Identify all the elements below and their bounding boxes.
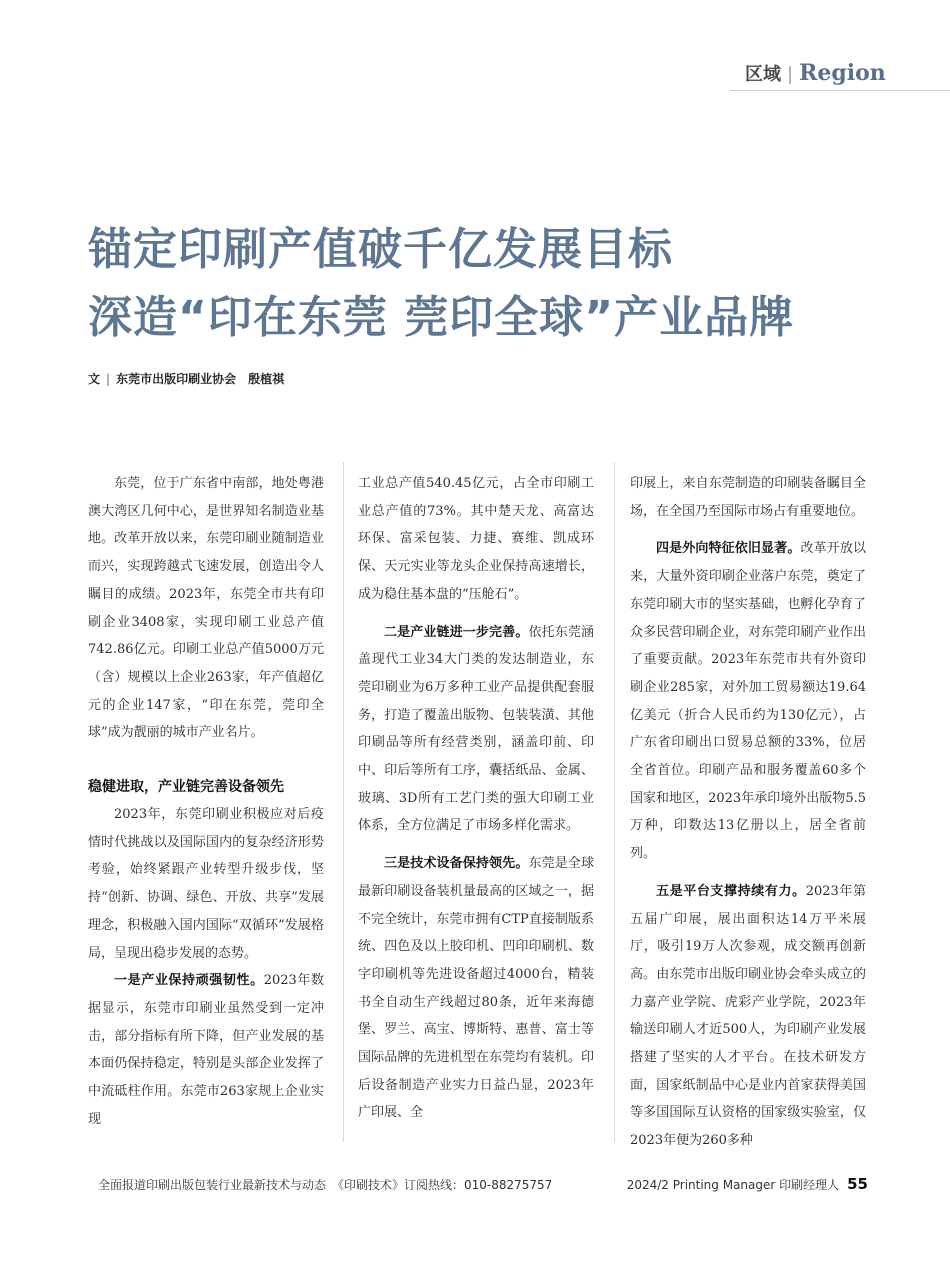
- header-rule: [730, 90, 950, 91]
- page-footer: [98, 1175, 868, 1193]
- point-4-text: 改革开放以来，大量外资印刷企业落户东莞，奠定了东莞印刷大市的坚实基础，也孵化孕育了众多民营印刷企业，对东莞印刷产业作出了重要贡献。2023年东莞市共有外资印刷企业285家，对外加工贸易额达19.64亿美元（折合人民币约为130亿元），占广东省印刷出口贸易总额的33%，位居全省首位。印刷产品和服务覆盖60多个国家和地区，2023年承印境外出版物5.5万种，印数达13亿册以上，居全省前列。: [630, 541, 866, 862]
- point-2-lead: 二是产业链进一步完善。: [384, 624, 529, 640]
- column-divider-2: [614, 462, 615, 1142]
- footer-subscription: 全面报道印刷出版包装行业最新技术与动态 《印刷技术》订阅热线：010-88275757: [98, 1178, 553, 1192]
- point-4-lead: 四是外向特征依旧显著。: [656, 541, 801, 557]
- title-line-1: 锚定印刷产值破千亿发展目标: [88, 224, 673, 275]
- point-3-text: 东莞是全球最新印刷设备装机量最高的区域之一，据不完全统计，东莞市拥有CTP直接制版系统、四色及以上胶印机、凹印印刷机、数字印刷机等先进设备超过4000台，精装书全自动生产线超过80条，近年来海德堡、罗兰、高宝、博斯特、惠普、富士等国际品牌的先进机型在东莞均有装机。印后设备制造产业实力日益凸显，2023年广印展、全: [358, 856, 594, 1121]
- section-label-en: Region: [799, 60, 886, 86]
- column-3: [630, 470, 866, 1155]
- paragraph-point-3: [358, 850, 594, 1127]
- point-5-lead: 五是平台支撑持续有力。: [656, 883, 806, 899]
- title-line-2: 深造“印在东莞 莞印全球”产业品牌: [88, 292, 795, 343]
- column-2: [358, 470, 594, 1127]
- footer-issue-text: 2024/2 Printing Manager 印刷经理人: [626, 1178, 840, 1192]
- point-1-lead: 一是产业保持顽强韧性。: [114, 973, 264, 989]
- point-2-text: 依托东莞涵盖现代工业34大门类的发达制造业，东莞印刷业为6万多种工业产品提供配套服务，打造了覆盖出版物、包装装潢、其他印刷品等所有经营类别，涵盖印前、印中、印后等所有工序，囊括纸品、金属、玻璃、3D所有工艺门类的强大印刷工业体系，全方位满足了市场多样化需求。: [358, 624, 594, 834]
- footer-issue: [627, 1175, 868, 1193]
- column-1: [88, 470, 324, 1133]
- paragraph-continued: 工业总产值540.45亿元，占全市印刷工业总产值的73%。其中楚天龙、高富达环保、富采包装、力捷、赛维、凯成环保、天元实业等龙头企业保持高速增长，成为稳住基本盘的“压舱石”。: [358, 476, 594, 602]
- section-tag: [745, 60, 886, 86]
- point-5-text: 2023年第五届广印展，展出面积达14万平米展厅，吸引19万人次参观，成交额再创新高。由东莞市出版印刷业协会牵头成立的力嘉产业学院、虎彩产业学院，2023年输送印刷人才近500人，为印刷产业发展搭建了坚实的人才平台。在技术研发方面，国家纸制品中心是业内首家获得美国等多国国际互认资格的国家级实验室，仅2023年便为260多种: [630, 883, 866, 1149]
- paragraph-continued-2: 印展上，来自东莞制造的印刷装备瞩目全场，在全国乃至国际市场占有重要地位。: [630, 476, 866, 519]
- paragraph-point-1: [88, 967, 324, 1133]
- byline-author: 东莞市出版印刷业协会 殷植祺: [116, 372, 285, 386]
- paragraph-point-4: [630, 535, 866, 867]
- byline: [88, 370, 284, 387]
- point-1-text: 2023年数据显示，东莞市印刷业虽然受到一定冲击，部分指标有所下降，但产业发展的基本面仍保持稳定，特别是头部企业发挥了中流砥柱作用。东莞市263家规上企业实现: [88, 973, 324, 1127]
- paragraph-overview: 2023年，东莞印刷业积极应对后疫情时代挑战以及国际国内的复杂经济形势考验，始终紧跟产业转型升级步伐，坚持“创新、协调、绿色、开放、共享”发展理念，积极融入国内国际“双循环”发展格局，呈现出稳步发展的态势。: [88, 807, 324, 961]
- page-number: 55: [847, 1175, 868, 1193]
- section-heading: 稳健进取，产业链完善设备领先: [88, 779, 284, 796]
- section-separator: |: [787, 64, 794, 85]
- point-3-lead: 三是技术设备保持领先。: [384, 856, 529, 872]
- paragraph-point-2: [358, 619, 594, 841]
- paragraph-intro: 东莞，位于广东省中南部，地处粤港澳大湾区几何中心，是世界知名制造业基地。改革开放以来，东莞印刷业随制造业而兴，实现跨越式飞速发展，创造出令人瞩目的成绩。2023年，东莞全市共有印刷企业3408家，实现印刷工业总产值742.86亿元。印刷工业总产值5000万元（含）规模以上企业263家，年产值超亿元的企业147家，“印在东莞，莞印全球”成为靓丽的城市产业名片。: [88, 476, 324, 741]
- section-label-zh: 区域: [745, 64, 781, 85]
- byline-prefix: 文: [88, 372, 101, 386]
- article-title: [88, 216, 794, 352]
- byline-separator: |: [106, 372, 111, 386]
- column-divider-1: [343, 462, 344, 1142]
- paragraph-point-5: [630, 878, 866, 1155]
